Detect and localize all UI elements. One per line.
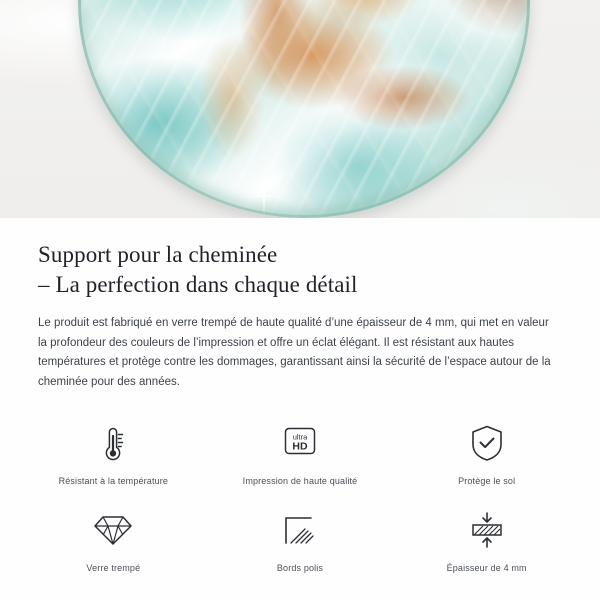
feature-label: Résistant à la température	[58, 476, 169, 486]
feature-label: Épaisseur de 4 mm	[446, 563, 527, 573]
feature-item-polished-edges	[207, 501, 394, 584]
feature-label: Protège le sol	[458, 476, 516, 486]
description-content	[0, 218, 600, 392]
feature-label: Impression de haute qualité	[242, 476, 358, 486]
feature-label: Bords polis	[276, 563, 324, 573]
page-title	[38, 240, 562, 300]
shield-check-icon	[464, 420, 510, 466]
thermometer-icon	[90, 420, 136, 466]
headline-line-1: Support pour la cheminée	[38, 242, 278, 267]
product-hero-image	[0, 0, 600, 218]
feature-item-temperature	[20, 414, 207, 497]
body-copy: Le produit est fabriqué en verre trempé de haute qualité d’une épaisseur de 4 mm, qui met en valeur la profondeur des couleurs de l’impression et offre un éclat élégant. Il est résistant aux hautes températures et protège contre les dommages, garantissant ainsi la sécurité de l’espace autour de la cheminée pour des années.	[38, 317, 551, 388]
headline-line-2: – La perfection dans chaque détail	[38, 272, 358, 297]
svg-text:ultra: ultra	[292, 432, 308, 442]
feature-label: Verre trempé	[86, 563, 141, 573]
polished-edges-icon	[277, 507, 323, 553]
feature-item-floor-protection	[393, 414, 580, 497]
feature-item-thickness	[393, 501, 580, 584]
diamond-icon	[90, 507, 136, 553]
feature-grid	[0, 414, 600, 584]
thickness-4mm-icon	[464, 507, 510, 553]
feature-item-tempered-glass	[20, 501, 207, 584]
ultra-hd-icon	[277, 420, 323, 466]
round-tempered-glass-panel	[78, 0, 530, 218]
svg-text:HD: HD	[292, 440, 308, 453]
feature-item-print-quality	[207, 414, 394, 497]
